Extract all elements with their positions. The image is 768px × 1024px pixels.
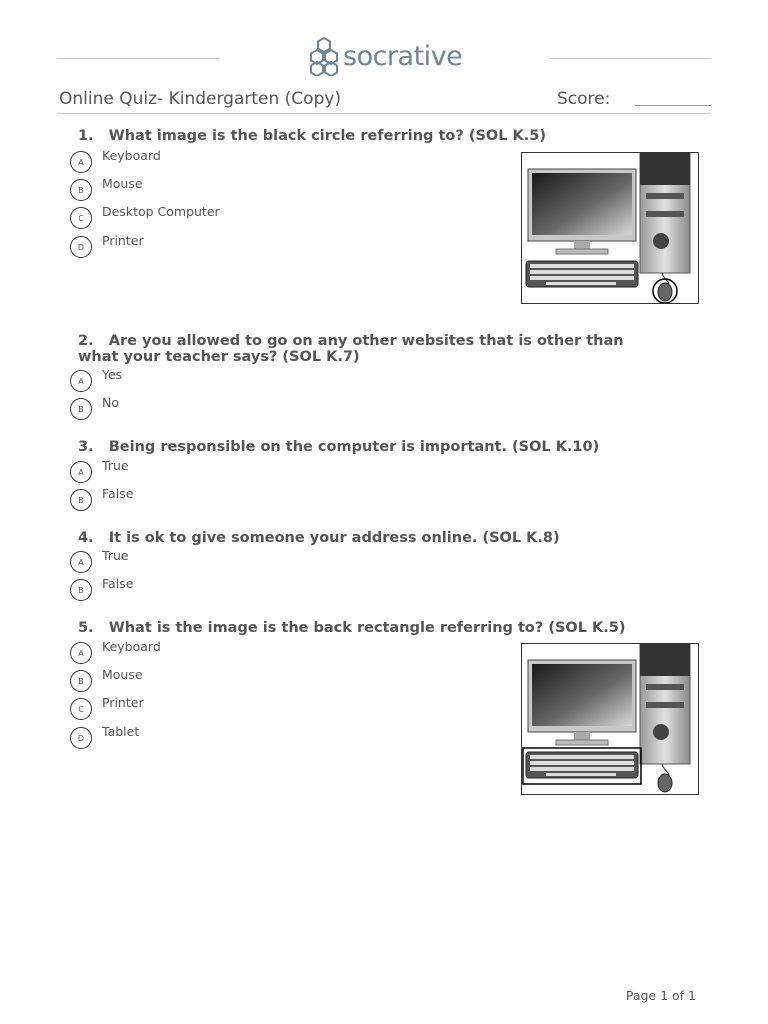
question-5-option-a[interactable] <box>70 639 161 665</box>
question-3-title: 3. Being responsible on the computer is important. (SOL K.10) <box>78 439 600 455</box>
question-2-option-b[interactable] <box>70 395 119 421</box>
option-label: Mouse <box>102 176 143 191</box>
option-label: Desktop Computer <box>102 204 220 219</box>
answer-bubble[interactable]: D <box>70 727 92 749</box>
answer-bubble[interactable]: A <box>70 461 92 483</box>
option-label: Yes <box>102 367 123 382</box>
answer-bubble[interactable]: A <box>70 642 92 664</box>
answer-bubble[interactable]: A <box>70 370 92 392</box>
question-3-option-a[interactable] <box>70 458 129 484</box>
answer-bubble[interactable]: A <box>70 151 92 173</box>
answer-bubble[interactable]: C <box>70 207 92 229</box>
option-label: No <box>102 395 119 410</box>
question-3-option-b[interactable] <box>70 486 134 512</box>
desktop-computer-image <box>521 643 699 795</box>
answer-bubble[interactable]: B <box>70 670 92 692</box>
option-label: True <box>102 548 129 563</box>
option-label: Printer <box>102 233 144 248</box>
quiz-title: Online Quiz- Kindergarten (Copy) <box>59 89 342 109</box>
option-label: False <box>102 576 134 591</box>
question-4-option-b[interactable] <box>70 576 134 602</box>
logo-wordmark: socrative <box>343 40 463 72</box>
answer-bubble[interactable]: B <box>70 179 92 201</box>
option-label: False <box>102 486 134 501</box>
socrative-logo <box>308 36 462 76</box>
answer-bubble[interactable]: B <box>70 489 92 511</box>
question-5-option-c[interactable] <box>70 695 144 721</box>
question-5-title: 5. What is the image is the back rectangle referring to? (SOL K.5) <box>78 620 626 636</box>
question-1-option-c[interactable] <box>70 204 220 230</box>
answer-bubble[interactable]: C <box>70 698 92 720</box>
option-label: Tablet <box>102 724 140 739</box>
page-number: Page 1 of 1 <box>625 988 696 1003</box>
option-label: Printer <box>102 695 144 710</box>
question-1-option-a[interactable] <box>70 148 161 174</box>
question-4-title: 4. It is ok to give someone your address online. (SOL K.8) <box>78 530 560 546</box>
answer-bubble[interactable]: D <box>70 236 92 258</box>
option-label: Keyboard <box>102 639 161 654</box>
question-1-option-d[interactable] <box>70 233 144 259</box>
hexagon-logo-icon <box>308 36 340 76</box>
question-2-option-a[interactable] <box>70 367 123 393</box>
header-rule-left <box>57 58 219 59</box>
question-5-option-b[interactable] <box>70 667 143 693</box>
question-5-option-d[interactable] <box>70 724 140 750</box>
question-1-option-b[interactable] <box>70 176 143 202</box>
answer-bubble[interactable]: B <box>70 398 92 420</box>
answer-bubble[interactable]: A <box>70 551 92 573</box>
question-1-title: 1. What image is the black circle referring to? (SOL K.5) <box>78 128 546 144</box>
title-underline <box>57 113 711 114</box>
question-2-title: 2. Are you allowed to go on any other websites that is other than what your teacher says? (SOL K.7) <box>78 333 624 365</box>
option-label: Mouse <box>102 667 143 682</box>
header-rule-right <box>550 58 711 59</box>
score-line <box>635 105 711 106</box>
answer-bubble[interactable]: B <box>70 579 92 601</box>
option-label: Keyboard <box>102 148 161 163</box>
desktop-computer-image <box>521 152 699 304</box>
question-4-option-a[interactable] <box>70 548 129 574</box>
score-label: Score: <box>557 89 611 109</box>
option-label: True <box>102 458 129 473</box>
